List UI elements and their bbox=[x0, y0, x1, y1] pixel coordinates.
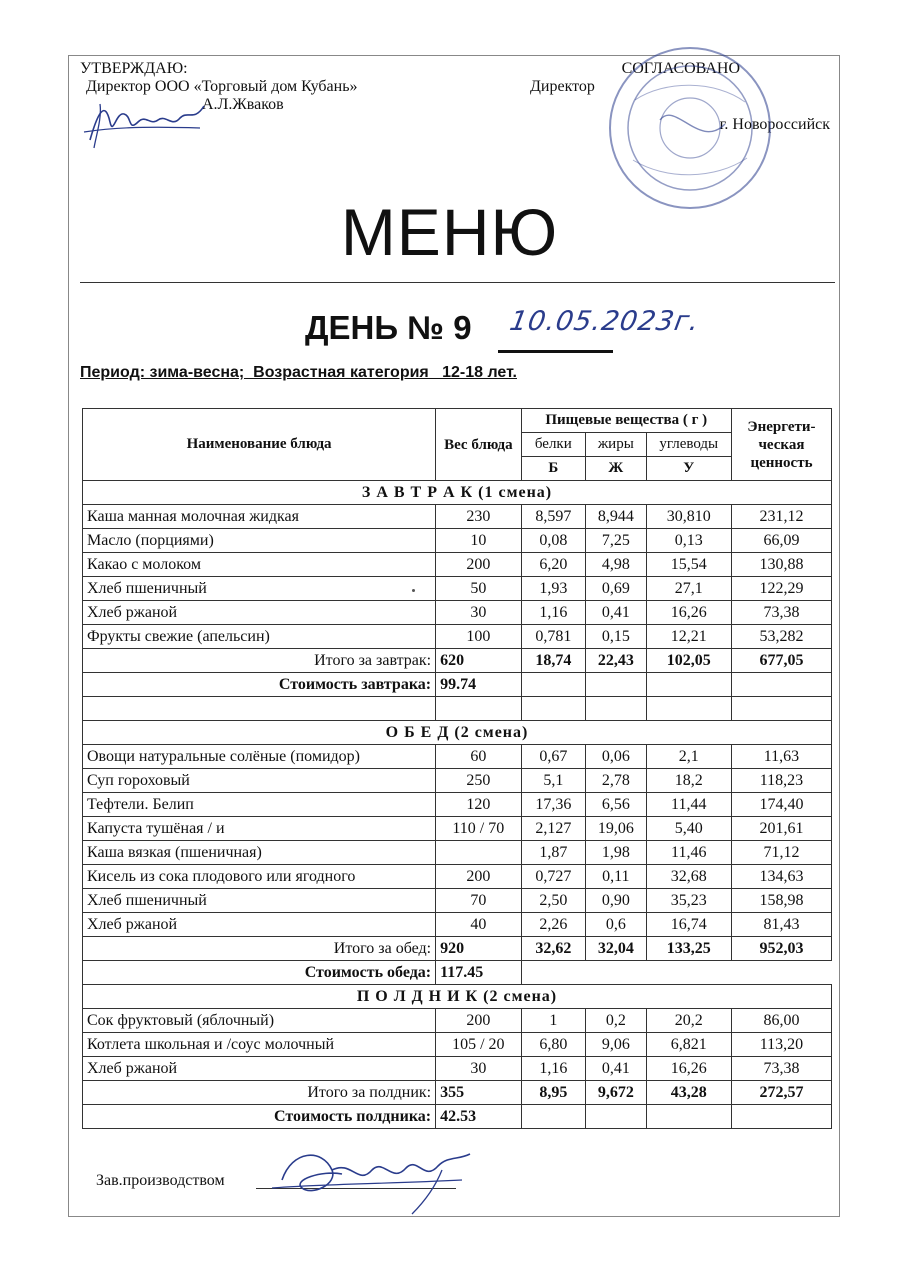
dish-fats: 0,06 bbox=[586, 745, 646, 769]
total-energy: 272,57 bbox=[731, 1081, 831, 1105]
total-energy: 677,05 bbox=[731, 649, 831, 673]
table-row bbox=[83, 841, 832, 865]
dish-proteins: 0,781 bbox=[521, 625, 586, 649]
total-fats: 9,672 bbox=[586, 1081, 646, 1105]
table-row bbox=[83, 769, 832, 793]
dish-carbs: 18,2 bbox=[646, 769, 731, 793]
dish-energy: 158,98 bbox=[731, 889, 831, 913]
cost-label: Стоимость завтрака: bbox=[83, 673, 436, 697]
dish-weight: 10 bbox=[436, 529, 521, 553]
table-row bbox=[83, 817, 832, 841]
total-row bbox=[83, 649, 832, 673]
dish-name: Котлета школьная и /соус молочный bbox=[83, 1033, 436, 1057]
dish-carbs: 0,13 bbox=[646, 529, 731, 553]
dish-carbs: 16,26 bbox=[646, 601, 731, 625]
cost-row bbox=[83, 673, 832, 697]
total-proteins: 18,74 bbox=[521, 649, 586, 673]
header-name: Наименование блюда bbox=[83, 409, 436, 481]
total-carbs: 102,05 bbox=[646, 649, 731, 673]
section-breakfast-title: З А В Т Р А К (1 смена) bbox=[83, 481, 832, 505]
dish-proteins: 0,727 bbox=[521, 865, 586, 889]
dish-energy: 86,00 bbox=[731, 1009, 831, 1033]
dish-name: Сок фруктовый (яблочный) bbox=[83, 1009, 436, 1033]
director-signature bbox=[80, 92, 210, 152]
dish-name: Каша вязкая (пшеничная) bbox=[83, 841, 436, 865]
dish-name: Хлеб пшеничный bbox=[83, 577, 436, 601]
day-label: ДЕНЬ № 9 bbox=[305, 309, 472, 346]
dish-weight: 110 / 70 bbox=[436, 817, 521, 841]
approve-name: А.Л.Жваков bbox=[202, 96, 284, 113]
empty-row bbox=[83, 697, 832, 721]
dish-energy: 11,63 bbox=[731, 745, 831, 769]
dish-carbs: 11,44 bbox=[646, 793, 731, 817]
dish-name: Какао с молоком bbox=[83, 553, 436, 577]
dish-proteins: 2,127 bbox=[521, 817, 586, 841]
dish-weight: 50 bbox=[436, 577, 521, 601]
dish-fats: 9,06 bbox=[586, 1033, 646, 1057]
dish-fats: 1,98 bbox=[586, 841, 646, 865]
dish-carbs: 15,54 bbox=[646, 553, 731, 577]
total-weight: 355 bbox=[436, 1081, 521, 1105]
dish-weight: 250 bbox=[436, 769, 521, 793]
dish-weight bbox=[436, 841, 521, 865]
table-row bbox=[83, 625, 832, 649]
cost-label: Стоимость обеда: bbox=[83, 961, 436, 985]
dish-energy: 122,29 bbox=[731, 577, 831, 601]
dish-carbs: 11,46 bbox=[646, 841, 731, 865]
dish-proteins: 1,16 bbox=[521, 601, 586, 625]
section-snack-title: П О Л Д Н И К (2 смена) bbox=[83, 985, 832, 1009]
period-line: Период: зима-весна; Возрастная категория 12-18 лет. bbox=[80, 364, 517, 381]
dish-weight: 30 bbox=[436, 1057, 521, 1081]
dish-energy: 53,282 bbox=[731, 625, 831, 649]
handwritten-date: 10.05.2023г. bbox=[507, 306, 703, 337]
header-fats: жиры bbox=[586, 433, 646, 457]
header-fats-short: Ж bbox=[586, 457, 646, 481]
dish-carbs: 30,810 bbox=[646, 505, 731, 529]
dish-name: Суп гороховый bbox=[83, 769, 436, 793]
total-fats: 32,04 bbox=[586, 937, 646, 961]
dish-name: Фрукты свежие (апельсин) bbox=[83, 625, 436, 649]
page-title: МЕНЮ bbox=[340, 195, 559, 269]
approve-title: УТВЕРЖДАЮ: bbox=[80, 60, 188, 77]
dish-proteins: 6,80 bbox=[521, 1033, 586, 1057]
dish-carbs: 12,21 bbox=[646, 625, 731, 649]
table-row bbox=[83, 745, 832, 769]
table-row bbox=[83, 913, 832, 937]
table-row bbox=[83, 577, 832, 601]
dish-fats: 7,25 bbox=[586, 529, 646, 553]
total-label: Итого за полдник: bbox=[83, 1081, 436, 1105]
table-row bbox=[83, 889, 832, 913]
total-fats: 22,43 bbox=[586, 649, 646, 673]
dish-name: Кисель из сока плодового или ягодного bbox=[83, 865, 436, 889]
dish-proteins: 1,16 bbox=[521, 1057, 586, 1081]
dish-carbs: 5,40 bbox=[646, 817, 731, 841]
table-row bbox=[83, 601, 832, 625]
dish-energy: 71,12 bbox=[731, 841, 831, 865]
dish-fats: 4,98 bbox=[586, 553, 646, 577]
header-carbs-short: У bbox=[646, 457, 731, 481]
dish-energy: 231,12 bbox=[731, 505, 831, 529]
title-divider bbox=[80, 282, 835, 283]
dish-carbs: 2,1 bbox=[646, 745, 731, 769]
total-energy: 952,03 bbox=[731, 937, 831, 961]
dish-name: Тефтели. Белип bbox=[83, 793, 436, 817]
dish-energy: 73,38 bbox=[731, 1057, 831, 1081]
total-label: Итого за завтрак: bbox=[83, 649, 436, 673]
table-row bbox=[83, 793, 832, 817]
total-row bbox=[83, 1081, 832, 1105]
dish-proteins: 0,08 bbox=[521, 529, 586, 553]
dish-carbs: 16,26 bbox=[646, 1057, 731, 1081]
total-proteins: 32,62 bbox=[521, 937, 586, 961]
dish-fats: 0,69 bbox=[586, 577, 646, 601]
total-carbs: 43,28 bbox=[646, 1081, 731, 1105]
section-lunch-title: О Б Е Д (2 смена) bbox=[83, 721, 832, 745]
dish-proteins: 8,597 bbox=[521, 505, 586, 529]
dish-carbs: 32,68 bbox=[646, 865, 731, 889]
table-row bbox=[83, 1009, 832, 1033]
dish-name: Хлеб ржаной bbox=[83, 913, 436, 937]
dish-carbs: 20,2 bbox=[646, 1009, 731, 1033]
dish-name: Хлеб ржаной bbox=[83, 1057, 436, 1081]
header-energy: Энергети- ческая ценность bbox=[731, 409, 831, 481]
dish-fats: 0,11 bbox=[586, 865, 646, 889]
dish-weight: 40 bbox=[436, 913, 521, 937]
dish-proteins: 2,50 bbox=[521, 889, 586, 913]
table-row bbox=[83, 1033, 832, 1057]
header-nutrients: Пищевые вещества ( г ) bbox=[521, 409, 731, 433]
dish-name: Каша манная молочная жидкая bbox=[83, 505, 436, 529]
dish-weight: 60 bbox=[436, 745, 521, 769]
dish-name: Хлеб пшеничный bbox=[83, 889, 436, 913]
dish-fats: 6,56 bbox=[586, 793, 646, 817]
dish-name: Масло (порциями) bbox=[83, 529, 436, 553]
cost-row bbox=[83, 1105, 832, 1129]
cost-value: 99.74 bbox=[436, 673, 521, 697]
dish-carbs: 6,821 bbox=[646, 1033, 731, 1057]
dish-fats: 0,41 bbox=[586, 601, 646, 625]
dish-weight: 120 bbox=[436, 793, 521, 817]
dish-fats: 0,6 bbox=[586, 913, 646, 937]
dish-energy: 134,63 bbox=[731, 865, 831, 889]
agreed-city: г. Новороссийск bbox=[719, 116, 830, 133]
dish-weight: 105 / 20 bbox=[436, 1033, 521, 1057]
total-label: Итого за обед: bbox=[83, 937, 436, 961]
total-proteins: 8,95 bbox=[521, 1081, 586, 1105]
total-weight: 920 bbox=[436, 937, 521, 961]
dish-name: Капуста тушёная / и bbox=[83, 817, 436, 841]
dish-carbs: 35,23 bbox=[646, 889, 731, 913]
production-head-label: Зав.производством bbox=[96, 1172, 225, 1189]
cost-value: 117.45 bbox=[436, 961, 521, 985]
header-proteins: белки bbox=[521, 433, 586, 457]
dish-weight: 30 bbox=[436, 601, 521, 625]
dish-proteins: 5,1 bbox=[521, 769, 586, 793]
dish-proteins: 0,67 bbox=[521, 745, 586, 769]
dish-energy: 201,61 bbox=[731, 817, 831, 841]
dish-name: Хлеб ржаной bbox=[83, 601, 436, 625]
dish-energy: 130,88 bbox=[731, 553, 831, 577]
dish-proteins: 17,36 bbox=[521, 793, 586, 817]
table-row bbox=[83, 553, 832, 577]
agreed-position: Директор bbox=[530, 78, 595, 95]
dish-energy: 73,38 bbox=[731, 601, 831, 625]
dish-proteins: 1 bbox=[521, 1009, 586, 1033]
dish-weight: 70 bbox=[436, 889, 521, 913]
dish-fats: 0,41 bbox=[586, 1057, 646, 1081]
table-row bbox=[83, 505, 832, 529]
dish-energy: 174,40 bbox=[731, 793, 831, 817]
header-weight: Вес блюда bbox=[436, 409, 521, 481]
cost-row bbox=[83, 961, 832, 985]
dish-fats: 0,2 bbox=[586, 1009, 646, 1033]
dish-proteins: 1,93 bbox=[521, 577, 586, 601]
production-head-signature bbox=[262, 1140, 482, 1220]
dish-fats: 19,06 bbox=[586, 817, 646, 841]
organization-stamp bbox=[605, 40, 775, 215]
total-carbs: 133,25 bbox=[646, 937, 731, 961]
dish-fats: 0,15 bbox=[586, 625, 646, 649]
dish-energy: 81,43 bbox=[731, 913, 831, 937]
total-weight: 620 bbox=[436, 649, 521, 673]
dish-fats: 8,944 bbox=[586, 505, 646, 529]
total-row bbox=[83, 937, 832, 961]
table-row bbox=[83, 1057, 832, 1081]
cost-value: 42.53 bbox=[436, 1105, 521, 1129]
dish-weight: 200 bbox=[436, 553, 521, 577]
header-carbs: углеводы bbox=[646, 433, 731, 457]
cost-label: Стоимость полдника: bbox=[83, 1105, 436, 1129]
dish-weight: 100 bbox=[436, 625, 521, 649]
dish-weight: 200 bbox=[436, 865, 521, 889]
dish-proteins: 1,87 bbox=[521, 841, 586, 865]
dish-energy: 118,23 bbox=[731, 769, 831, 793]
dish-carbs: 16,74 bbox=[646, 913, 731, 937]
dish-carbs: 27,1 bbox=[646, 577, 731, 601]
dish-name: Овощи натуральные солёные (помидор) bbox=[83, 745, 436, 769]
dish-weight: 230 bbox=[436, 505, 521, 529]
dish-proteins: 6,20 bbox=[521, 553, 586, 577]
table-row bbox=[83, 529, 832, 553]
agreed-title: СОГЛАСОВАНО bbox=[621, 60, 740, 77]
dish-fats: 0,90 bbox=[586, 889, 646, 913]
dish-energy: 113,20 bbox=[731, 1033, 831, 1057]
dish-weight: 200 bbox=[436, 1009, 521, 1033]
dish-proteins: 2,26 bbox=[521, 913, 586, 937]
dish-energy: 66,09 bbox=[731, 529, 831, 553]
table-row bbox=[83, 865, 832, 889]
date-underline bbox=[498, 350, 613, 353]
menu-table bbox=[82, 408, 832, 1129]
dish-fats: 2,78 bbox=[586, 769, 646, 793]
approve-position: Директор ООО «Торговый дом Кубань» bbox=[86, 78, 358, 95]
header-proteins-short: Б bbox=[521, 457, 586, 481]
